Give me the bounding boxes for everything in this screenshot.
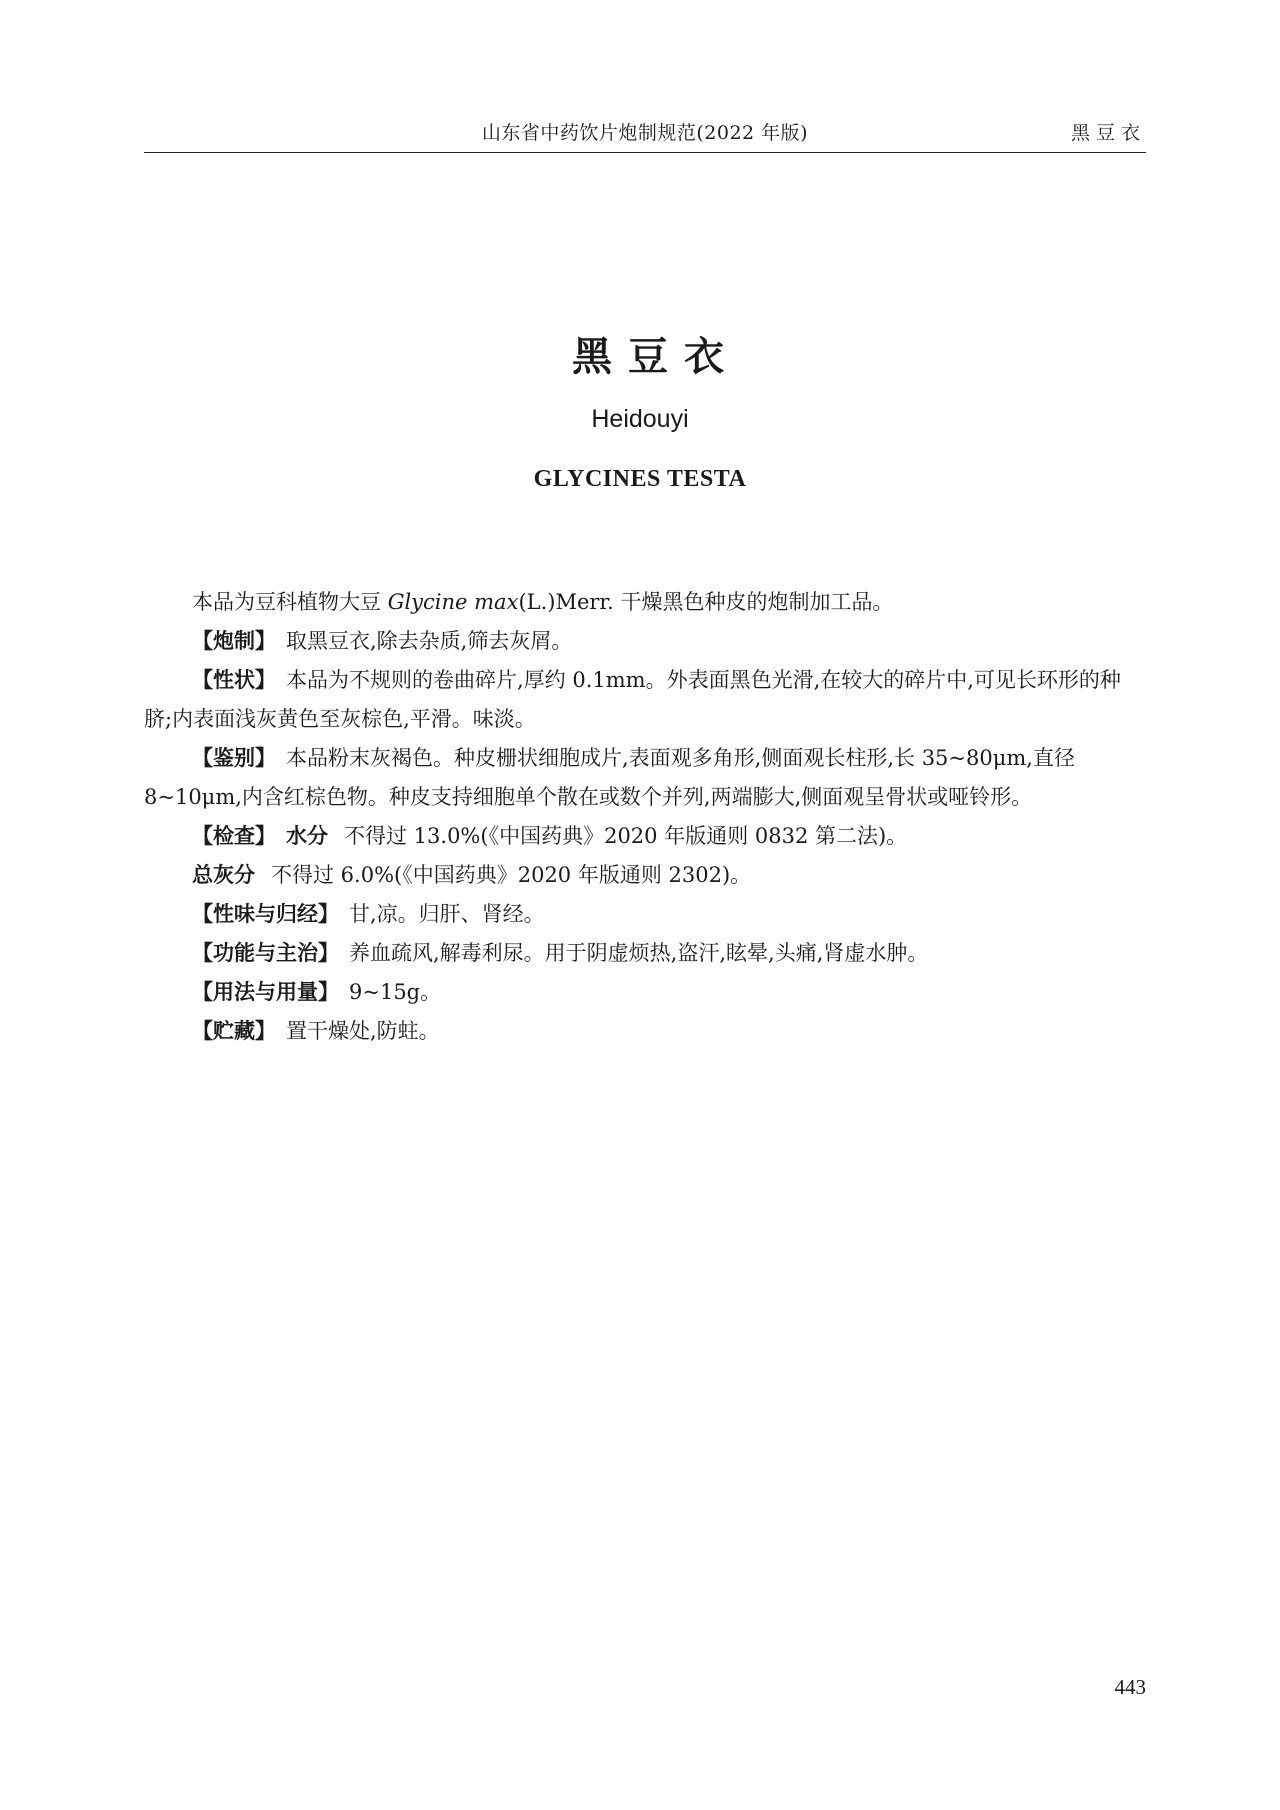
moisture-label: 水分 — [286, 824, 328, 848]
monograph-body — [144, 583, 1146, 1051]
identification-text: 本品粉末灰褐色。种皮栅状细胞成片,表面观多角形,侧面观长柱形,长 35~80μm,直径 8~10μm,内含红棕色物。种皮支持细胞单个散在或数个并列,两端膨大,侧面观呈骨状或哑铃形。 — [144, 746, 1075, 809]
page-number: 443 — [1114, 1675, 1146, 1699]
section-nature-meridian — [144, 895, 1146, 934]
header-book-title: 山东省中药饮片炮制规范(2022 年版) — [481, 122, 809, 144]
section-storage — [144, 1012, 1146, 1051]
section-total-ash — [144, 856, 1146, 895]
section-examination — [144, 817, 1146, 856]
intro-text-after: (L.)Merr. 干燥黑色种皮的炮制加工品。 — [518, 590, 894, 614]
moisture-text: 不得过 13.0%(《中国药典》2020 年版通则 0832 第二法)。 — [344, 824, 908, 848]
header-rule — [144, 152, 1146, 153]
section-processing — [144, 622, 1146, 661]
ash-text: 不得过 6.0%(《中国药典》2020 年版通则 2302)。 — [271, 863, 752, 887]
section-function-indication — [144, 934, 1146, 973]
header-entry-name: 黑豆衣 — [1070, 122, 1146, 144]
entry-title-pinyin: Heidouyi — [591, 405, 689, 433]
function-indication-heading: 【功能与主治】 — [192, 941, 339, 965]
description-heading: 【性状】 — [192, 668, 276, 692]
entry-title-latin: GLYCINES TESTA — [533, 466, 747, 492]
nature-meridian-heading: 【性味与归经】 — [192, 902, 339, 926]
section-description — [144, 661, 1146, 739]
ash-label: 总灰分 — [192, 863, 255, 887]
usage-dosage-text: 9~15g。 — [349, 980, 442, 1004]
page-header — [144, 114, 1146, 154]
identification-heading: 【鉴别】 — [192, 746, 276, 770]
intro-latin-name: Glycine max — [387, 590, 519, 614]
section-identification — [144, 739, 1146, 817]
intro-paragraph — [144, 583, 1146, 622]
description-text: 本品为不规则的卷曲碎片,厚约 0.1mm。外表面黑色光滑,在较大的碎片中,可见长环形的种脐;内表面浅灰黄色至灰棕色,平滑。味淡。 — [144, 668, 1121, 731]
storage-heading: 【贮藏】 — [192, 1019, 276, 1043]
entry-title-chinese: 黑豆衣 — [572, 334, 740, 380]
processing-heading: 【炮制】 — [192, 629, 276, 653]
nature-meridian-text: 甘,凉。归肝、肾经。 — [349, 902, 545, 926]
examination-heading: 【检查】 — [192, 824, 276, 848]
intro-text-before: 本品为豆科植物大豆 — [192, 590, 388, 614]
usage-dosage-heading: 【用法与用量】 — [192, 980, 339, 1004]
storage-text: 置干燥处,防蛀。 — [286, 1019, 440, 1043]
processing-text: 取黑豆衣,除去杂质,筛去灰屑。 — [286, 629, 573, 653]
section-usage-dosage — [144, 973, 1146, 1012]
function-indication-text: 养血疏风,解毒利尿。用于阴虚烦热,盗汗,眩晕,头痛,肾虚水肿。 — [349, 941, 929, 965]
